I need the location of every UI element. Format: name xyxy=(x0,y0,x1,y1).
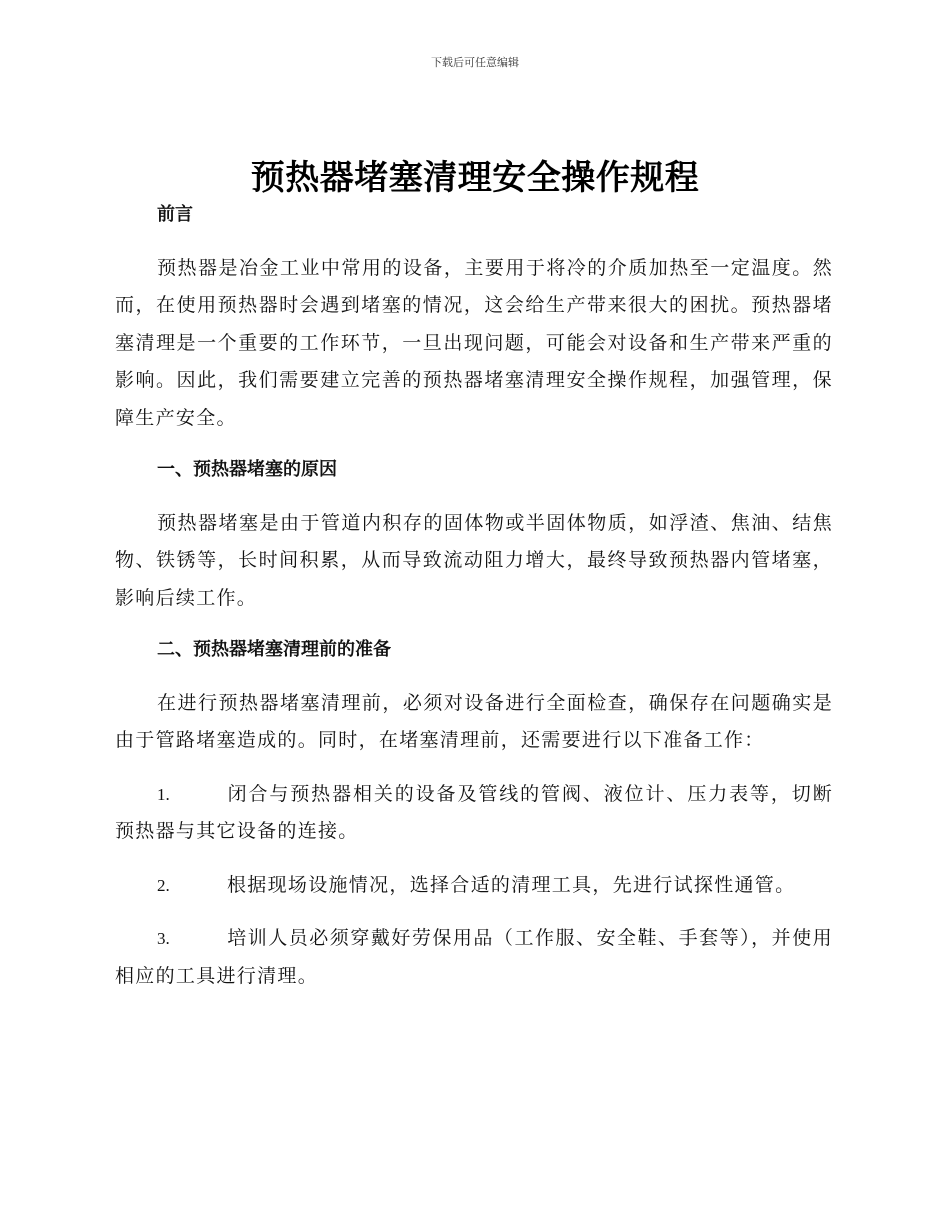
list-item-text: 根据现场设施情况，选择合适的清理工具，先进行试探性通管。 xyxy=(227,873,796,896)
cause-paragraph: 预热器堵塞是由于管道内积存的固体物或半固体物质，如浮渣、焦油、结焦物、铁锈等，长时间积累，从而导致流动阻力增大，最终导致预热器内管堵塞，影响后续工作。 xyxy=(115,511,833,609)
list-item xyxy=(115,867,833,905)
preparation-heading: 二、预热器堵塞清理前的准备 xyxy=(157,639,391,660)
cause-heading: 一、预热器堵塞的原因 xyxy=(157,459,337,480)
list-item-text: 闭合与预热器相关的设备及管线的管阀、液位计、压力表等，切断预热器与其它设备的连接。 xyxy=(115,782,833,842)
document-body xyxy=(115,196,833,995)
preface-heading: 前言 xyxy=(157,204,193,225)
list-item-number: 2. xyxy=(157,875,170,895)
preface-paragraph: 预热器是冶金工业中常用的设备，主要用于将冷的介质加热至一定温度。然而，在使用预热器时会遇到堵塞的情况，这会给生产带来很大的困扰。预热器堵塞清理是一个重要的工作环节，一旦出现问题，可能会对设备和生产带来严重的影响。因此，我们需要建立完善的预热器堵塞清理安全操作规程，加强管理，保障生产安全。 xyxy=(115,256,833,429)
list-item-text: 培训人员必须穿戴好劳保用品（工作服、安全鞋、手套等），并使用相应的工具进行清理。 xyxy=(115,927,833,987)
list-item xyxy=(115,920,833,995)
list-item-number: 1. xyxy=(157,784,170,804)
preparation-paragraph: 在进行预热器堵塞清理前，必须对设备进行全面检查，确保存在问题确实是由于管路堵塞造成的。同时，在堵塞清理前，还需要进行以下准备工作： xyxy=(115,691,833,751)
list-item xyxy=(115,776,833,851)
list-item-number: 3. xyxy=(157,929,170,948)
document-title: 预热器堵塞清理安全操作规程 xyxy=(250,158,700,198)
page-header-note: 下载后可任意编辑 xyxy=(431,56,519,69)
